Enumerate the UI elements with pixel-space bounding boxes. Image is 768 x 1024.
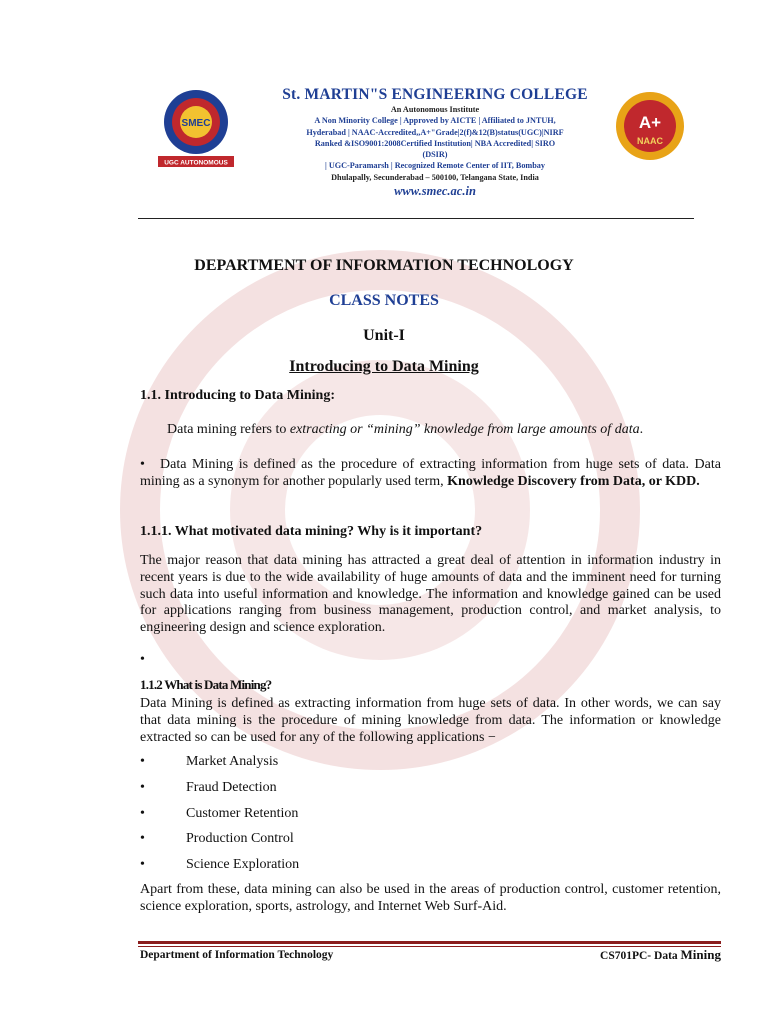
svg-text:NAAC: NAAC (637, 136, 663, 146)
topic-title: Introducing to Data Mining (289, 358, 479, 375)
header-line: Dhulapally, Secunderabad – 500100, Telangana State, India (331, 172, 539, 182)
header-line: Ranked &ISO9001:2008Certified Institution| NBA Accredited| SIRO (314, 138, 556, 148)
svg-text:SMEC: SMEC (181, 118, 211, 129)
motivation-paragraph: The major reason that data mining has attracted a great deal of attention in information industry in recent years is due to the wide availability of huge amounts of data and the imminent need for turning such data into useful information and knowledge. The information and knowledge gained can be used for applications ranging from business management, production control, and market analysis, to engineering design and science exploration. (140, 553, 721, 636)
section-heading: 1.1. Introducing to Data Mining: (140, 388, 335, 403)
definition-paragraph: • Data Mining is defined as the procedure of extracting information from huge sets of data. Data mining as a synonym for another popularly used term, Knowledge Discovery from Data, or KDD. (140, 457, 721, 489)
college-name: St. MARTIN"S ENGINEERING COLLEGE (282, 86, 588, 103)
footer-divider (138, 941, 721, 944)
class-notes-title: CLASS NOTES (329, 292, 439, 309)
header-line: Hyderabad | NAAC-Accredited,,A+"Grade|2(f)&12(B)status(UGC)|NIRF (306, 127, 564, 137)
closing-paragraph: Apart from these, data mining can also be used in the areas of production control, customer retention, science exploration, sports, astrology, and Internet Web Surf-Aid. (140, 882, 721, 914)
header-divider (138, 218, 694, 219)
department-title: DEPARTMENT OF INFORMATION TECHNOLOGY (194, 257, 574, 274)
header-line: | UGC-Paramarsh | Recognized Remote Center of IIT, Bombay (324, 161, 545, 171)
header-line: An Autonomous Institute (390, 105, 480, 114)
svg-text:A+: A+ (638, 113, 662, 132)
section-heading: 1.1.1. What motivated data mining? Why is it important? (140, 524, 483, 539)
naac-badge-icon (612, 84, 688, 176)
footer-course: CS701PC- Data Mining (600, 947, 721, 962)
smec-logo-icon (152, 88, 240, 168)
section-heading: 1.1.2 What is Data Mining? (140, 677, 272, 692)
bullet: • (140, 457, 145, 472)
unit-title: Unit-I (363, 327, 405, 344)
college-header (260, 86, 610, 199)
bullet: • (140, 652, 145, 667)
intro-sentence: Data mining refers to extracting or “mining” knowledge from large amounts of data. (167, 422, 644, 437)
college-website-link[interactable]: www.smec.ac.in (394, 184, 476, 199)
svg-text:UGC AUTONOMOUS: UGC AUTONOMOUS (164, 159, 228, 167)
footer-department: Department of Information Technology (140, 949, 334, 961)
header-line: (DSIR) (422, 150, 448, 160)
what-is-data-mining-paragraph: Data Mining is defined as extracting information from huge sets of data. In other words, we can say that data mining is the procedure of mining knowledge from data. The information or knowledge extracted so can be used for any of the following applications − (140, 696, 721, 745)
header-line: A Non Minority College | Approved by AICTE | Affiliated to JNTUH, (314, 116, 556, 126)
